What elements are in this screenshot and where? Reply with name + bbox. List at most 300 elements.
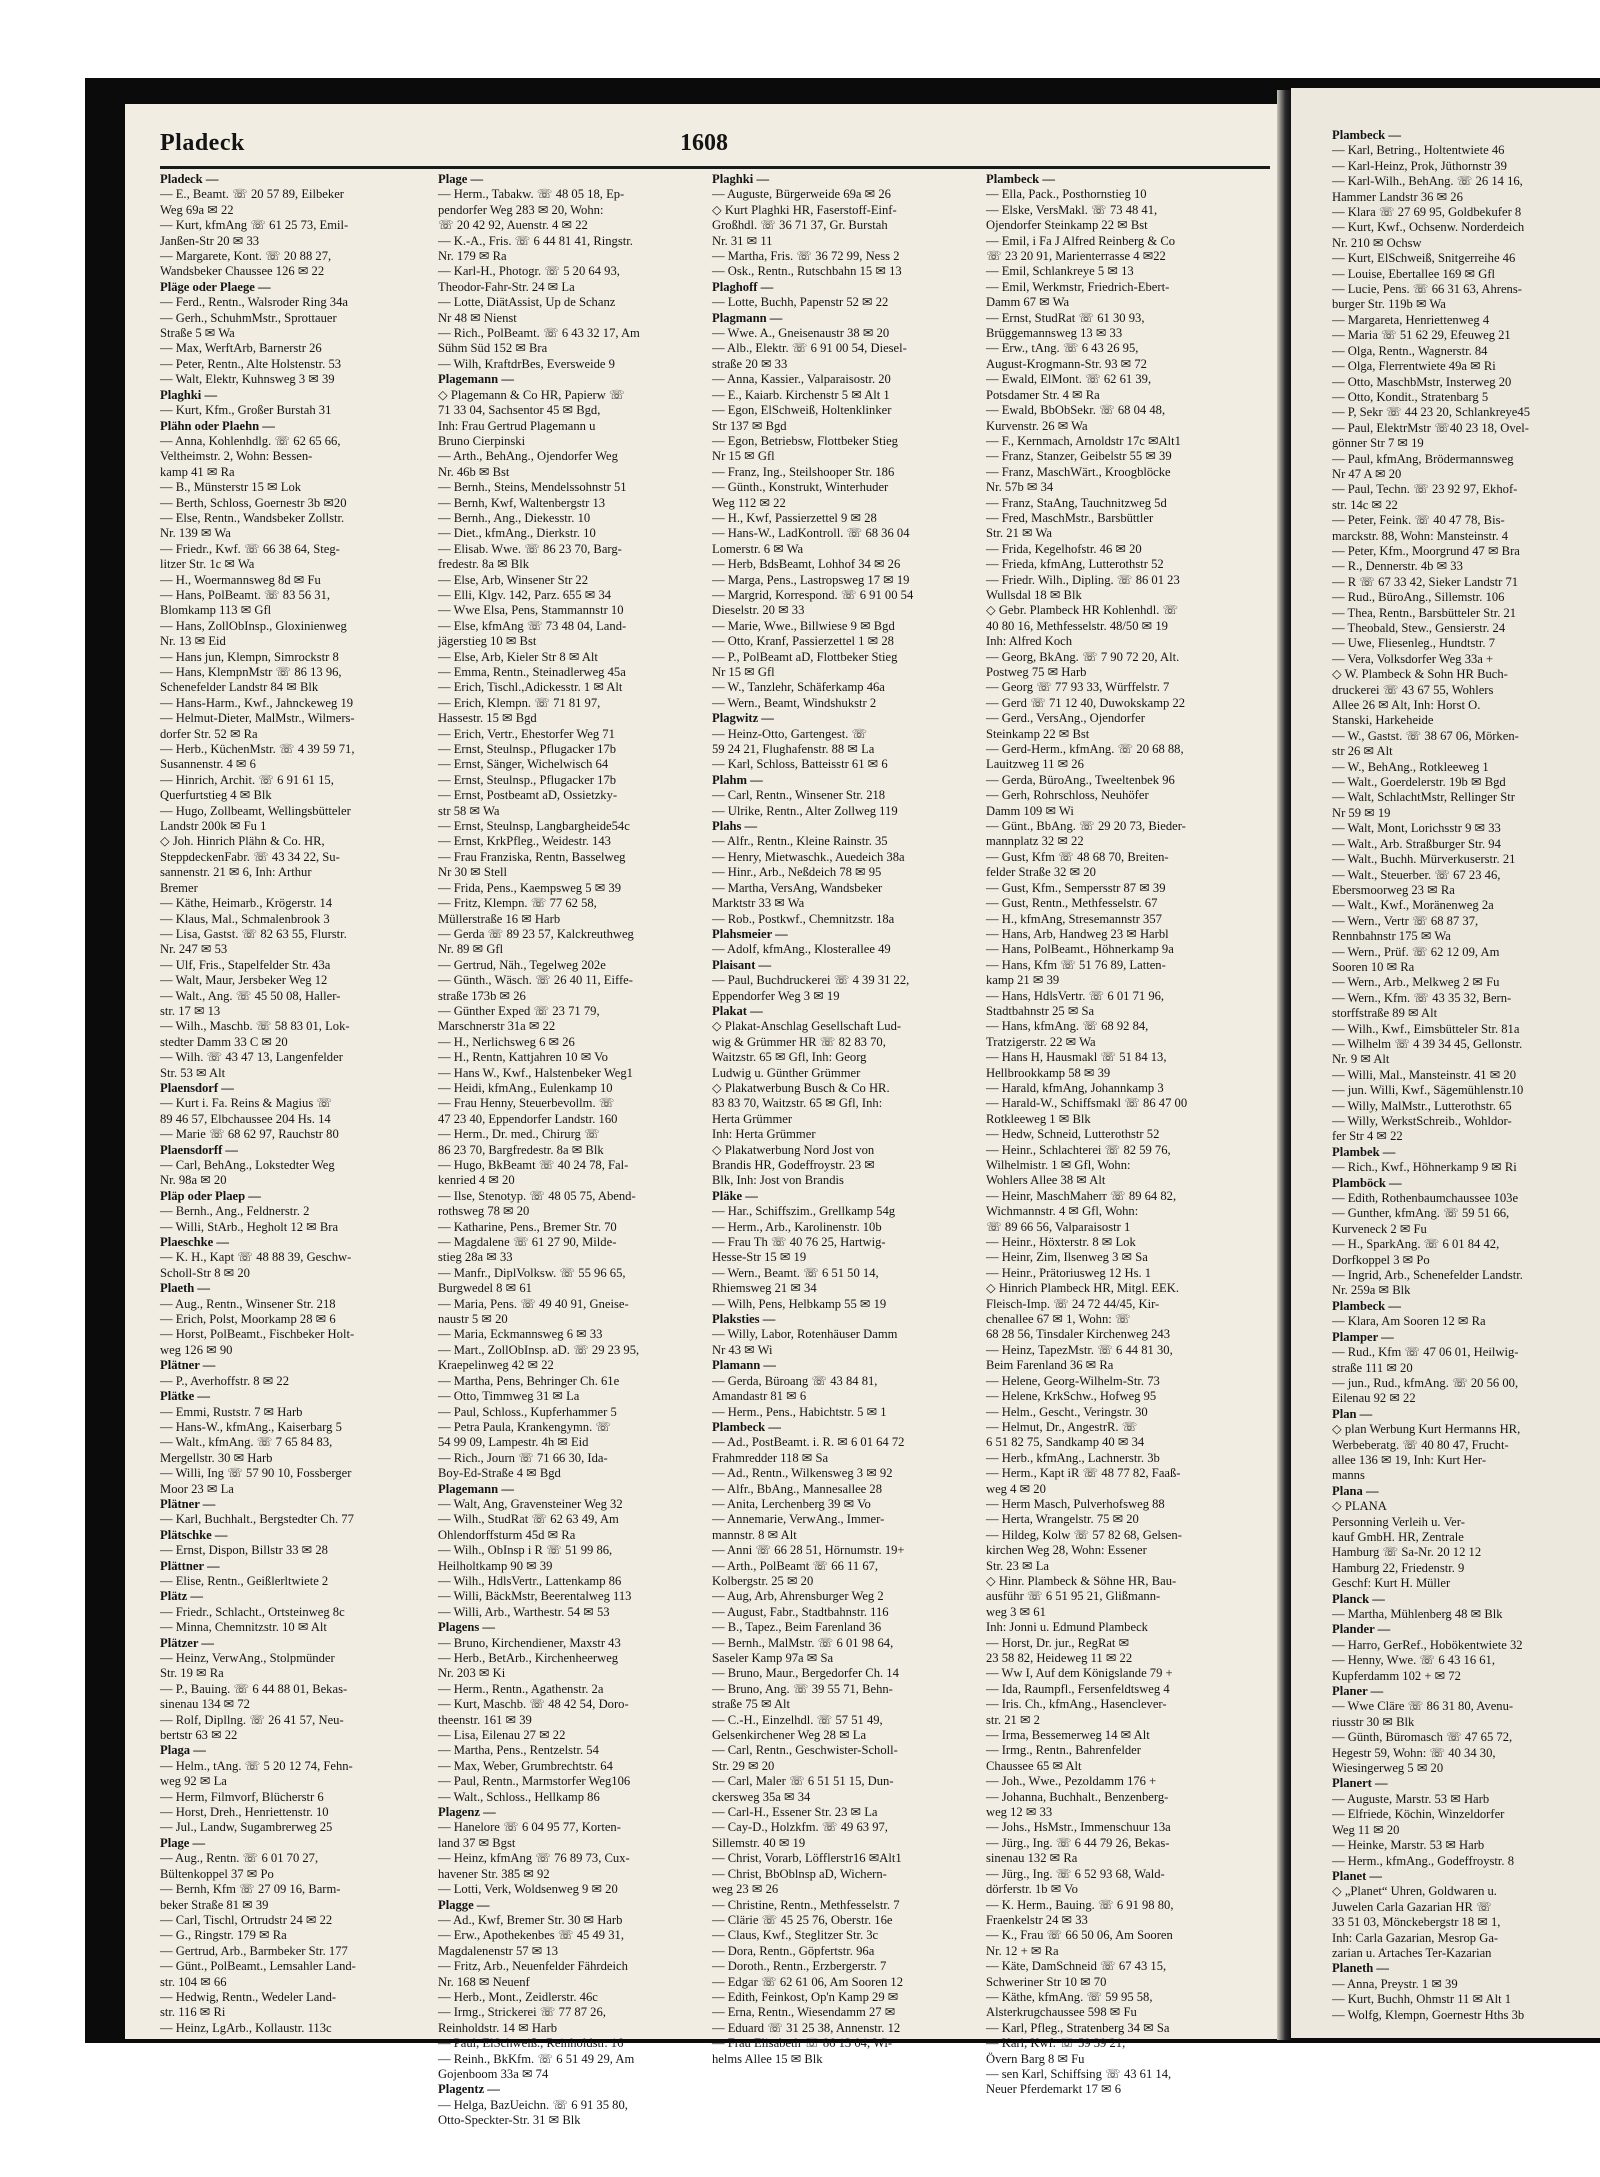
directory-entry-line: — Ewald, BbObSekr. ☏ 68 04 48, — [986, 403, 1166, 418]
directory-entry-line: — Wilh., Kwf., Eimsbütteler Str. 81a — [1332, 1021, 1520, 1036]
directory-entry-line: — jun. Willi, Kwf., Sägemühlenstr.10 — [1332, 1083, 1524, 1098]
directory-entry-line: — Rich., Journ ☏ 71 66 30, Ida- — [438, 1450, 608, 1465]
directory-entry-line: Brandis HR, Godeffroystr. 23 ✉ — [712, 1158, 875, 1172]
directory-entry-line: — Johanna, Buchhalt., Benzenberg- — [986, 1789, 1169, 1804]
directory-entry-line: — Jürg., Ing. ☏ 6 52 93 68, Wald- — [986, 1866, 1165, 1881]
directory-entry-line: — Walt., Goerdelerstr. 19b ✉ Bgd — [1332, 775, 1506, 790]
directory-entry-line: Nr. 210 ✉ Ochsw — [1332, 235, 1422, 250]
directory-entry-line: — Annemarie, VerwAng., Immer- — [712, 1512, 885, 1527]
directory-entry-line: — Heinr, Zim, Ilsenweg 3 ✉ Sa — [986, 1250, 1148, 1265]
directory-entry-line: Plahsmeier — — [712, 926, 788, 941]
directory-entry-line: — Hugo, BkBeamt ☏ 40 24 78, Fal- — [438, 1158, 629, 1172]
directory-entry-line: — Elske, VersMakl. ☏ 73 48 41, — [986, 202, 1158, 217]
directory-entry-line: — K.-A., Fris. ☏ 6 44 81 41, Ringstr. — [438, 233, 633, 248]
directory-entry-line: — Gerh, Rohrschloss, Neuhöfer — [986, 788, 1149, 803]
directory-entry-line: 40 80 16, Methfesselstr. 48/50 ✉ 19 — [986, 618, 1168, 633]
directory-entry-line: — Bruno, Maur., Bergedorfer Ch. 14 — [712, 1666, 899, 1681]
directory-entry-line: burger Str. 119b ✉ Wa — [1332, 297, 1446, 312]
directory-entry-line: Plagwitz — — [712, 711, 774, 726]
directory-entry-line: ◇ Hinrich Plambeck HR, Mitgl. EEK. — [986, 1281, 1179, 1296]
directory-entry-line: Saseler Kamp 97a ✉ Sa — [712, 1651, 834, 1665]
directory-entry-line: — Arth., PolBeamt ☏ 66 11 67, — [712, 1558, 879, 1573]
directory-entry-line: Plambeck — — [1332, 128, 1401, 142]
directory-entry-line: — Herm., Arb., Karolinenstr. 10b — [712, 1219, 882, 1234]
directory-entry-line: Nr. 9 ✉ Alt — [1332, 1052, 1390, 1067]
directory-entry-line: — Carl, Tischl, Ortrudstr 24 ✉ 22 — [160, 1912, 333, 1927]
directory-entry-line: weg 23 ✉ 26 — [712, 1882, 779, 1897]
directory-entry-line: ◇ PLANA — [1332, 1499, 1387, 1514]
directory-column-2 — [438, 172, 703, 2128]
directory-entry-line: — Käthe, Heimarb., Krögerstr. 14 — [160, 896, 333, 911]
directory-entry-line: — Martha, Pens, Behringer Ch. 61e — [438, 1373, 620, 1388]
directory-entry-line: Planer — — [1332, 1684, 1384, 1699]
directory-entry-line: — Herb., KüchenMstr. ☏ 4 39 59 71, — [160, 742, 355, 757]
directory-entry-line: — Maria, Pens. ☏ 49 40 91, Gneise- — [438, 1296, 629, 1311]
directory-entry-line: Eppendorfer Weg 3 ✉ 19 — [712, 988, 840, 1003]
directory-entry-line: — Otto, Kondit., Stratenbarg 5 — [1332, 389, 1489, 404]
directory-entry-line: — Wilh., StudRat ☏ 62 63 49, Am — [438, 1512, 619, 1527]
directory-entry-line: — Paul, ElSchweiß., Reinholdstr. 16 — [438, 2036, 624, 2051]
directory-entry-line: Plambeck — — [1332, 1298, 1401, 1313]
directory-entry-line: — Fred, MaschMstr., Barsbüttler — [986, 510, 1154, 525]
directory-entry-line: — Günther Exped ☏ 23 71 79, — [438, 1003, 600, 1018]
directory-entry-line: Kraepelinweg 42 ✉ 22 — [438, 1358, 554, 1373]
directory-entry-line: Plambeck — — [986, 172, 1055, 186]
directory-entry-line: — Wilh., Maschb. ☏ 58 83 01, Lok- — [160, 1019, 350, 1034]
directory-entry-line: — Margrid, Korrespond. ☏ 6 91 00 54 — [712, 587, 914, 602]
directory-entry-line: — H., SparkAng. ☏ 6 01 84 42, — [1332, 1237, 1500, 1252]
directory-entry-line: — Friedr. Wilh., Dipling. ☏ 86 01 23 — [986, 572, 1180, 587]
directory-entry-line: 71 33 04, Sachsentor 45 ✉ Bgd, — [438, 403, 601, 418]
directory-entry-line: — Herm, Filmvorf, Blücherstr 6 — [160, 1789, 324, 1804]
directory-entry-line: — Fritz, Arb., Neuenfelder Fährdeich — [438, 1959, 628, 1974]
directory-entry-line: str. 14c ✉ 22 — [1332, 497, 1398, 512]
directory-entry-line: — Vera, Volksdorfer Weg 33a + — [1332, 651, 1494, 666]
directory-entry-line: — Edgar ☏ 62 61 06, Am Sooren 12 — [712, 1974, 903, 1989]
directory-entry-line: Plambeck — — [712, 1419, 781, 1434]
directory-entry-line: — Herm., Rentn., Agathenstr. 2a — [438, 1681, 604, 1696]
directory-entry-line: — Wwe Cläre ☏ 86 31 80, Avenu- — [1332, 1699, 1514, 1714]
directory-entry-line: Lauitzweg 11 ✉ 26 — [986, 757, 1084, 772]
directory-entry-line: — Bernh., Ang., Diekesstr. 10 — [438, 510, 591, 525]
directory-entry-line: Nr. 168 ✉ Neuenf — [438, 1974, 530, 1989]
directory-entry-line: — Auguste, Marstr. 53 ✉ Harb — [1332, 1791, 1490, 1806]
directory-entry-line: Plaeschke — — [160, 1235, 229, 1250]
directory-entry-line: straße 75 ✉ Alt — [712, 1697, 791, 1712]
directory-entry-line: — Ulf, Fris., Stapelfelder Str. 43a — [160, 957, 331, 972]
directory-entry-line: — Walt, Elektr, Kuhnsweg 3 ✉ 39 — [160, 372, 335, 387]
directory-entry-line: — Egon, Betriebsw, Flottbeker Stieg — [712, 433, 898, 448]
directory-entry-line: — Bernh, Kfm ☏ 27 09 16, Barm- — [160, 1882, 341, 1897]
directory-entry-line: Nr. 31 ✉ 11 — [712, 233, 773, 248]
directory-entry-line: Plahm — — [712, 772, 763, 787]
directory-entry-line: — Louise, Ebertallee 169 ✉ Gfl — [1332, 266, 1496, 281]
directory-entry-line: Wullsdal 18 ✉ Blk — [986, 587, 1082, 602]
directory-entry-line: manns — [1332, 1468, 1365, 1483]
directory-entry-line: — Hugo, Zollbeamt, Wellingsbütteler — [160, 803, 351, 818]
directory-entry-line: ☏ 89 66 56, Valparaisostr 1 — [986, 1219, 1131, 1234]
directory-entry-line: Plagemann — — [438, 1481, 514, 1496]
directory-entry-line: — Aug., Rentn. ☏ 6 01 70 27, — [160, 1851, 319, 1866]
directory-entry-line: Herta Grümmer — [712, 1111, 793, 1126]
directory-entry-line: — Irmg., Strickerei ☏ 77 87 26, — [438, 2005, 606, 2020]
directory-entry-line: — Helene, Georg-Wilhelm-Str. 73 — [986, 1373, 1160, 1388]
directory-entry-line: Nr. 259a ✉ Blk — [1332, 1283, 1411, 1298]
directory-entry-line: Inh: Herta Grümmer — [712, 1127, 816, 1142]
directory-entry-line: — Heinr, MaschMaherr ☏ 89 64 82, — [986, 1188, 1177, 1203]
directory-entry-line: Moor 23 ✉ La — [160, 1481, 234, 1496]
directory-entry-line: — G., Ringstr. 179 ✉ Ra — [160, 1928, 287, 1943]
directory-entry-line: ◇ plan Werbung Kurt Hermanns HR, — [1332, 1422, 1521, 1437]
directory-entry-line: — P., Averhoffstr. 8 ✉ 22 — [160, 1373, 290, 1388]
directory-entry-line: Hellbrookkamp 58 ✉ 39 — [986, 1065, 1111, 1080]
directory-entry-line: — Martha, Fris. ☏ 36 72 99, Ness 2 — [712, 249, 900, 264]
directory-entry-line: — Ad., PostBeamt. i. R. ✉ 6 01 64 72 — [712, 1435, 905, 1450]
directory-entry-line: Sillemstr. 40 ✉ 19 — [712, 1835, 806, 1850]
directory-entry-line: — Martha, Mühlenberg 48 ✉ Blk — [1332, 1607, 1503, 1621]
directory-entry-line: — Carl, Rentn., Winsener Str. 218 — [712, 788, 886, 803]
directory-entry-line: Inh: Frau Gertrud Plagemann u — [438, 418, 596, 433]
directory-entry-line: — Paul, kfmAng, Brödermannsweg — [1332, 451, 1514, 466]
directory-column-1 — [160, 172, 425, 2035]
directory-entry-line: 89 46 57, Elbchaussee 204 Hs. 14 — [160, 1111, 331, 1126]
directory-entry-line: sannenstr. 21 ✉ 6, Inh: Arthur — [160, 865, 312, 880]
directory-entry-line: — Klara ☏ 27 69 95, Goldbekufer 8 — [1332, 205, 1522, 220]
directory-entry-line: — Gerd-Herm., kfmAng. ☏ 20 68 88, — [986, 742, 1184, 757]
directory-entry-line: — Peter, Rentn., Alte Holstenstr. 53 — [160, 356, 342, 371]
directory-entry-line: — Aug, Arb, Ahrensburger Weg 2 — [712, 1589, 884, 1604]
directory-entry-line: — Karl, Betring., Holtentwiete 46 — [1332, 143, 1505, 158]
directory-entry-line: havener Str. 385 ✉ 92 — [438, 1866, 550, 1881]
directory-entry-line: Frahmredder 118 ✉ Sa — [712, 1450, 829, 1465]
directory-entry-line: — Käte, DamSchneid ☏ 67 43 15, — [986, 1959, 1167, 1974]
directory-entry-line: — Margareta, Henriettenweg 4 — [1332, 312, 1490, 327]
directory-entry-line: — Erich, Polst, Moorkamp 28 ✉ 6 — [160, 1312, 336, 1327]
directory-entry-line: — K., Frau ☏ 66 50 06, Am Sooren — [986, 1928, 1173, 1943]
directory-entry-line: ◇ Kurt Plaghki HR, Faserstoff-Einf- — [712, 202, 897, 217]
directory-entry-line: Plander — — [1332, 1622, 1391, 1637]
directory-entry-line: Nr 15 ✉ Gfl — [712, 449, 775, 464]
directory-entry-line: Plamann — — [712, 1358, 777, 1373]
directory-entry-line: — Klara, Am Sooren 12 ✉ Ra — [1332, 1314, 1486, 1329]
directory-entry-line: jägerstieg 10 ✉ Bst — [438, 634, 537, 649]
directory-entry-line: ☏ 20 42 92, Auenstr. 4 ✉ 22 — [438, 218, 588, 233]
directory-entry-line: — Else, Arb, Kieler Str 8 ✉ Alt — [438, 649, 598, 664]
directory-entry-line: — Ferd., Rentn., Walsroder Ring 34a — [160, 295, 348, 310]
directory-entry-line: — Emil, Schlankreye 5 ✉ 13 — [986, 264, 1134, 279]
directory-entry-line: — Ernst, Steulnsp., Pflugacker 17b — [438, 772, 617, 787]
directory-entry-line: weg 4 ✉ 20 — [986, 1481, 1046, 1496]
directory-entry-line: — Aug., Rentn., Winsener Str. 218 — [160, 1296, 336, 1311]
directory-entry-line: — Hans-Harm., Kwf., Jahnckeweg 19 — [160, 695, 354, 710]
directory-entry-line: — Berth, Schloss, Goernestr 3b ✉20 — [160, 495, 347, 510]
directory-entry-line: Plaeth — — [160, 1281, 211, 1296]
directory-entry-line: — Horst, Dr. jur., RegRat ✉ — [986, 1635, 1130, 1650]
directory-entry-line: — Paul, Rentn., Marmstorfer Weg106 — [438, 1774, 631, 1789]
directory-entry-line: 68 28 56, Tinsdaler Kirchenweg 243 — [986, 1327, 1170, 1342]
directory-entry-line: — Heinz-Otto, Gartengest. ☏ — [712, 726, 868, 741]
directory-entry-line: — Christ, BbOblnsp aD, Wichern- — [712, 1866, 887, 1881]
directory-entry-line: — Carl, BehAng., Lokstedter Weg — [160, 1158, 335, 1172]
directory-entry-line: stieg 28a ✉ 33 — [438, 1250, 513, 1265]
directory-entry-line: Inh: Alfred Koch — [986, 634, 1073, 649]
directory-entry-line: — Wilh., HdlsVertr., Lattenkamp 86 — [438, 1573, 622, 1588]
directory-entry-line: — Karl-H., Photogr. ☏ 5 20 64 93, — [438, 264, 620, 279]
directory-entry-line: — Hedwig, Rentn., Wedeler Land- — [160, 1989, 337, 2004]
directory-entry-line: — Rob., Postkwf., Chemnitzstr. 18a — [712, 911, 895, 926]
directory-entry-line: Plage — — [160, 1835, 206, 1850]
directory-entry-line: Otto-Speckter-Str. 31 ✉ Blk — [438, 2113, 581, 2128]
directory-entry-line: — Gust, Kfm ☏ 48 68 70, Breiten- — [986, 849, 1169, 864]
directory-entry-line: — Alfr., Rentn., Kleine Rainstr. 35 — [712, 834, 888, 849]
directory-entry-line: fredestr. 8a ✉ Blk — [438, 557, 529, 572]
directory-entry-line: — Wern., Arb., Melkweg 2 ✉ Fu — [1332, 975, 1500, 990]
directory-entry-line: — Fritz, Klempn. ☏ 77 62 58, — [438, 896, 597, 911]
directory-entry-line: — Willi, Arb., Warthestr. 54 ✉ 53 — [438, 1604, 610, 1619]
directory-entry-line: — Ingrid, Arb., Schenefelder Landstr. — [1332, 1268, 1523, 1283]
directory-entry-line: — Osk., Rentn., Rutschbahn 15 ✉ 13 — [712, 264, 902, 279]
directory-entry-line: zarian u. Artaches Ter-Kazarian — [1332, 1945, 1492, 1960]
directory-entry-line: Str. 23 ✉ La — [986, 1558, 1050, 1573]
directory-entry-line: — Helene, KrkSchw., Hofweg 95 — [986, 1389, 1157, 1404]
directory-entry-line: Kupferdamm 102 + ✉ 72 — [1332, 1668, 1461, 1683]
directory-entry-line: — Heinr., Prätoriusweg 12 Hs. 1 — [986, 1265, 1152, 1280]
directory-entry-line: — Karl, Kwf. ☏ 59 39 21, — [986, 2036, 1126, 2051]
directory-entry-line: Reinholdstr. 14 ✉ Harb — [438, 2020, 557, 2035]
directory-entry-line: Hassestr. 15 ✉ Bgd — [438, 711, 537, 726]
directory-entry-line: — Paul, Techn. ☏ 23 92 97, Ekhof- — [1332, 482, 1518, 497]
directory-entry-line: — Karl-Heinz, Prok, Jüthornstr 39 — [1332, 158, 1507, 173]
directory-entry-line: Nr. 13 ✉ Eid — [160, 634, 226, 649]
directory-entry-line: Str. 21 ✉ Wa — [986, 526, 1052, 541]
directory-entry-line: — Eduard ☏ 31 25 38, Annenstr. 12 — [712, 2020, 901, 2035]
directory-entry-line: Janßen-Str 20 ✉ 33 — [160, 233, 260, 248]
directory-entry-line: Plage — — [438, 172, 484, 186]
directory-entry-line: Großhdl. ☏ 36 71 37, Gr. Burstah — [712, 218, 888, 233]
directory-entry-line: — Adolf, kfmAng., Klosterallee 49 — [712, 942, 891, 957]
directory-entry-line: — Günth., Konstrukt, Winterhuder — [712, 480, 889, 495]
directory-entry-line: — Willy, MalMstr., Lutterothstr. 65 — [1332, 1098, 1512, 1113]
directory-entry-line: — Helm., Gescht., Veringstr. 30 — [986, 1404, 1148, 1419]
directory-entry-line: — Frieda, kfmAng, Lutterothstr 52 — [986, 557, 1164, 572]
directory-entry-line: Plagens — — [438, 1620, 496, 1635]
directory-entry-line: wig & Grümmer HR ☏ 82 83 70, — [712, 1034, 886, 1049]
directory-entry-line: — Anna, Kassier., Valparaisostr. 20 — [712, 372, 891, 387]
directory-entry-line: — Wilhelm ☏ 4 39 34 45, Gellonstr. — [1332, 1036, 1523, 1051]
directory-entry-line: — Walt., Steuerber. ☏ 67 23 46, — [1332, 867, 1501, 882]
directory-entry-line: naustr 5 ✉ 20 — [438, 1312, 508, 1327]
directory-entry-line: — Petra Paula, Krankengymn. ☏ — [438, 1419, 612, 1434]
directory-entry-line: — Erich, Vertr., Ehestorfer Weg 71 — [438, 726, 615, 741]
directory-entry-line: Plaghki — — [712, 172, 770, 186]
directory-entry-line: — Erich, Tischl.,Adickesstr. 1 ✉ Alt — [438, 680, 623, 695]
directory-entry-line: land 37 ✉ Bgst — [438, 1835, 516, 1850]
directory-entry-line: — Mart., ZollObInsp. aD. ☏ 29 23 95, — [438, 1342, 640, 1357]
directory-entry-line: kirchen Weg 28, Wohn: Essener — [986, 1543, 1147, 1558]
directory-entry-line: Bremer — [160, 880, 198, 895]
directory-entry-line: Scholl-Str 8 ✉ 20 — [160, 1265, 250, 1280]
directory-entry-line: — Lotti, Verk, Woldsenweg 9 ✉ 20 — [438, 1882, 618, 1897]
directory-entry-line: — Marie ☏ 68 62 97, Rauchstr 80 — [160, 1127, 339, 1142]
directory-entry-line: Nr 30 ✉ Stell — [438, 865, 507, 880]
directory-entry-line: Plaghki — — [160, 387, 218, 402]
directory-entry-line: — Wolfg, Klempn, Goernestr Hths 3b — [1332, 2007, 1525, 2022]
directory-entry-line: — Peter, Kfm., Moorgrund 47 ✉ Bra — [1332, 543, 1520, 558]
directory-entry-line: — Hinrich, Archit. ☏ 6 91 61 15, — [160, 772, 334, 787]
directory-entry-line: Str. 29 ✉ 20 — [712, 1758, 775, 1773]
directory-entry-line: Blk, Inh: Jost von Brandis — [712, 1173, 844, 1188]
directory-entry-line: Straße 5 ✉ Wa — [160, 326, 235, 341]
directory-entry-line: — Egon, ElSchweiß, Holtenklinker — [712, 403, 892, 418]
directory-entry-line: — Uwe, Fliesenleg., Hundtstr. 7 — [1332, 636, 1496, 651]
directory-entry-line: bertstr 63 ✉ 22 — [160, 1728, 238, 1743]
directory-entry-line: — Minna, Chemnitzstr. 10 ✉ Alt — [160, 1620, 327, 1635]
directory-entry-line: — Helmut-Dieter, MalMstr., Wilmers- — [160, 711, 355, 726]
directory-entry-line: — Heinr., Schlachterei ☏ 82 59 76, — [986, 1142, 1171, 1157]
directory-entry-line: — Paul, Schloss., Kupferhammer 5 — [438, 1404, 617, 1419]
directory-entry-line: kenried 4 ✉ 20 — [438, 1173, 515, 1188]
directory-entry-line: — Lisa, Eilenau 27 ✉ 22 — [438, 1728, 566, 1743]
directory-entry-line: — Hans-W., LadKontroll. ☏ 68 36 04 — [712, 526, 910, 541]
directory-entry-line: Sooren 10 ✉ Ra — [1332, 959, 1415, 974]
directory-entry-line: Kurveneck 2 ✉ Fu — [1332, 1221, 1427, 1236]
directory-entry-line: — W., BehAng., Rotkleeweg 1 — [1332, 759, 1489, 774]
directory-entry-line: Inh: Carla Gazarian, Mesrop Ga- — [1332, 1930, 1499, 1945]
directory-entry-line: Sühm Süd 152 ✉ Bra — [438, 341, 548, 356]
page-number: 1608 — [680, 130, 728, 156]
directory-entry-line: ◇ Plakat-Anschlag Gesellschaft Lud- — [712, 1019, 902, 1034]
directory-entry-line: dorfer Str. 52 ✉ Ra — [160, 726, 258, 741]
directory-entry-line: 33 51 03, Mönckebergstr 18 ✉ 1, — [1332, 1915, 1501, 1930]
directory-entry-line: Blomkamp 113 ✉ Gfl — [160, 603, 272, 618]
directory-entry-line: — Frau Elisabeth ☏ 86 13 04, Wi- — [712, 2036, 893, 2051]
directory-entry-line: — Gerda, BüroAng., Tweeltenbek 96 — [986, 772, 1175, 787]
directory-entry-line: — Joh., Wwe., Pezoldamm 176 + — [986, 1774, 1157, 1789]
directory-entry-line: Plähn oder Plaehn — — [160, 418, 275, 433]
directory-entry-line: — W., Gastst. ☏ 38 67 06, Mörken- — [1332, 728, 1519, 743]
directory-entry-line: Plaensdorff — — [160, 1142, 239, 1157]
directory-entry-line: — Harro, GerRef., Hobökentwiete 32 — [1332, 1637, 1523, 1652]
directory-entry-line: Allee 26 ✉ Alt, Inh: Horst O. — [1332, 698, 1481, 713]
directory-entry-line: kamp 21 ✉ 39 — [986, 973, 1060, 988]
directory-entry-line: — Paul, Buchdruckerei ☏ 4 39 31 22, — [712, 973, 910, 988]
directory-entry-line: — Otto, Kranf, Passierzettel 1 ✉ 28 — [712, 634, 894, 649]
directory-column-3 — [712, 172, 977, 2066]
directory-entry-line: — Horst, PolBeamt., Fischbeker Holt- — [160, 1327, 355, 1342]
directory-entry-line: Plamper — — [1332, 1329, 1394, 1344]
directory-entry-line: — W., Tanzlehr, Schäferkamp 46a — [712, 680, 885, 695]
directory-entry-line: Beim Farenland 36 ✉ Ra — [986, 1358, 1114, 1373]
directory-entry-line: ☏ 23 20 91, Marienterrasse 4 ✉22 — [986, 249, 1166, 264]
directory-entry-line: — Magdalene ☏ 61 27 90, Milde- — [438, 1235, 617, 1250]
directory-entry-line: — Gust, Rentn., Methfesselstr. 67 — [986, 896, 1158, 911]
directory-entry-line: — Hildeg, Kolw ☏ 57 82 68, Gelsen- — [986, 1527, 1182, 1542]
directory-entry-line: mannplatz 32 ✉ 22 — [986, 834, 1084, 849]
directory-entry-line: Wichmannstr. 4 ✉ Gfl, Wohn: — [986, 1204, 1139, 1219]
directory-entry-line: — Wern., Prüf. ☏ 62 12 09, Am — [1332, 944, 1500, 959]
directory-entry-line: — Marga, Pens., Lastropsweg 17 ✉ 19 — [712, 572, 910, 587]
directory-entry-line: — Ad., Kwf, Bremer Str. 30 ✉ Harb — [438, 1912, 623, 1927]
directory-entry-line: — Johs., HsMstr., Immenschuur 13a — [986, 1820, 1171, 1835]
directory-entry-line: Plaksties — — [712, 1312, 776, 1327]
directory-entry-line: — Ad., Rentn., Wilkensweg 3 ✉ 92 — [712, 1466, 893, 1481]
directory-entry-line: — Willi, BäckMstr, Beerentalweg 113 — [438, 1589, 632, 1604]
directory-entry-line: Plagge — — [438, 1897, 490, 1912]
directory-entry-line: — R ☏ 67 33 42, Sieker Landstr 71 — [1332, 574, 1519, 589]
directory-entry-line: Weg 11 ✉ 20 — [1332, 1822, 1400, 1837]
directory-entry-line: Planeth — — [1332, 1961, 1390, 1976]
directory-entry-line: litzer Str. 1c ✉ Wa — [160, 557, 255, 572]
directory-entry-line: — C.-H., Einzelhdl. ☏ 57 51 49, — [712, 1712, 883, 1727]
directory-entry-line: Nr 43 ✉ Wi — [712, 1342, 773, 1357]
directory-entry-line: Plättner — — [160, 1558, 220, 1573]
directory-entry-line: Plana — — [1332, 1483, 1379, 1498]
directory-entry-line: fer Str 4 ✉ 22 — [1332, 1129, 1403, 1144]
directory-entry-line: Susannenstr. 4 ✉ 6 — [160, 757, 256, 772]
directory-entry-line: — Franz, Ing., Steilshooper Str. 186 — [712, 464, 895, 479]
directory-entry-line: — Herm., Tabakw. ☏ 48 05 18, Ep- — [438, 187, 625, 202]
directory-entry-line: — Günt., PolBeamt., Lemsahler Land- — [160, 1959, 356, 1974]
directory-entry-line: Amandastr 81 ✉ 6 — [712, 1389, 807, 1404]
directory-entry-line: str. 116 ✉ Ri — [160, 2005, 226, 2020]
directory-entry-line: pendorfer Weg 283 ✉ 20, Wohn: — [438, 202, 604, 217]
directory-entry-line: Plätner — — [160, 1358, 216, 1373]
directory-entry-line: — Karl-Wilh., BehAng. ☏ 26 14 16, — [1332, 174, 1523, 189]
directory-entry-line: — Gerda ☏ 89 23 57, Kalckreuthweg — [438, 926, 634, 941]
directory-entry-line: 83 83 70, Waitzstr. 65 ✉ Gfl, Inh: — [712, 1096, 883, 1111]
directory-entry-line: — Diet., kfmAng., Dierkstr. 10 — [438, 526, 596, 541]
directory-entry-line: felder Straße 32 ✉ 20 — [986, 865, 1096, 880]
directory-entry-line: — Willy, WerkstSchreib., Wohldor- — [1332, 1114, 1512, 1128]
directory-entry-line: — H., kfmAng, Stresemannstr 357 — [986, 911, 1162, 926]
directory-entry-line: — Ernst, Dispon, Billstr 33 ✉ 28 — [160, 1543, 328, 1558]
directory-entry-line: Chaussee 65 ✉ Alt — [986, 1758, 1082, 1773]
directory-entry-line: Fraenkelstr 24 ✉ 33 — [986, 1912, 1088, 1927]
directory-entry-line: — Katharine, Pens., Bremer Str. 70 — [438, 1219, 617, 1234]
directory-entry-line: Damm 67 ✉ Wa — [986, 295, 1070, 310]
directory-entry-line: — Wern., Beamt. ☏ 6 51 50 14, — [712, 1265, 879, 1280]
directory-entry-line: 23 58 82, Heideweg 11 ✉ 22 — [986, 1651, 1133, 1665]
directory-entry-line: — Kurt, kfmAng ☏ 61 25 73, Emil- — [160, 218, 349, 233]
directory-entry-line: — Henry, Mietwaschk., Auedeich 38a — [712, 849, 905, 864]
directory-entry-line: — Peter, Feink. ☏ 40 47 78, Bis- — [1332, 513, 1505, 528]
directory-entry-line: str. 17 ✉ 13 — [160, 1003, 221, 1018]
directory-entry-line: 86 23 70, Bargfredestr. 8a ✉ Blk — [438, 1142, 604, 1157]
directory-entry-line: Heilholtkamp 90 ✉ 39 — [438, 1558, 553, 1573]
directory-entry-line: Wandsbeker Chaussee 126 ✉ 22 — [160, 264, 325, 279]
directory-entry-line: Plaga — — [160, 1743, 206, 1758]
directory-entry-line: — Else, Arb, Winsener Str 22 — [438, 572, 589, 587]
directory-entry-line: — R., Dennerstr. 4b ✉ 33 — [1332, 559, 1463, 574]
directory-entry-line: — Hans, ZollObInsp., Gloxinienweg — [160, 618, 347, 633]
directory-entry-line: — Wilh. ☏ 43 47 13, Langenfelder — [160, 1050, 343, 1065]
directory-entry-line: — Christ, Vorarb, Löfflerstr16 ✉Alt1 — [712, 1851, 902, 1866]
directory-entry-line: Weg 112 ✉ 22 — [712, 495, 786, 510]
directory-entry-line: Nr 47 A ✉ 20 — [1332, 466, 1402, 481]
directory-entry-line: — Har., Schiffszim., Grellkamp 54g — [712, 1204, 896, 1219]
directory-entry-line: Bültenkoppel 37 ✉ Po — [160, 1866, 274, 1881]
directory-entry-line: — Heinz, VerwAng., Stolpmünder — [160, 1651, 335, 1665]
directory-entry-line: — Bernh, Kwf, Waltenbergstr 13 — [438, 495, 606, 510]
directory-entry-line: — Anna, Preystr. 1 ✉ 39 — [1332, 1976, 1458, 1991]
directory-entry-line: Nr. 179 ✉ Ra — [438, 249, 507, 264]
directory-entry-line: — Hans, KlempnMstr ☏ 86 13 96, — [160, 665, 342, 679]
directory-entry-line: — Wern., Beamt, Windshukstr 2 — [712, 695, 877, 710]
directory-entry-line: — Frau Th ☏ 40 76 25, Hartwig- — [712, 1235, 886, 1250]
directory-entry-line: ◇ Plagemann & Co HR, Papierw ☏ — [438, 387, 625, 402]
directory-entry-line: — Rich., Kwf., Höhnerkamp 9 ✉ Ri — [1332, 1160, 1517, 1175]
directory-entry-line: — Ella, Pack., Posthornstieg 10 — [986, 187, 1147, 202]
